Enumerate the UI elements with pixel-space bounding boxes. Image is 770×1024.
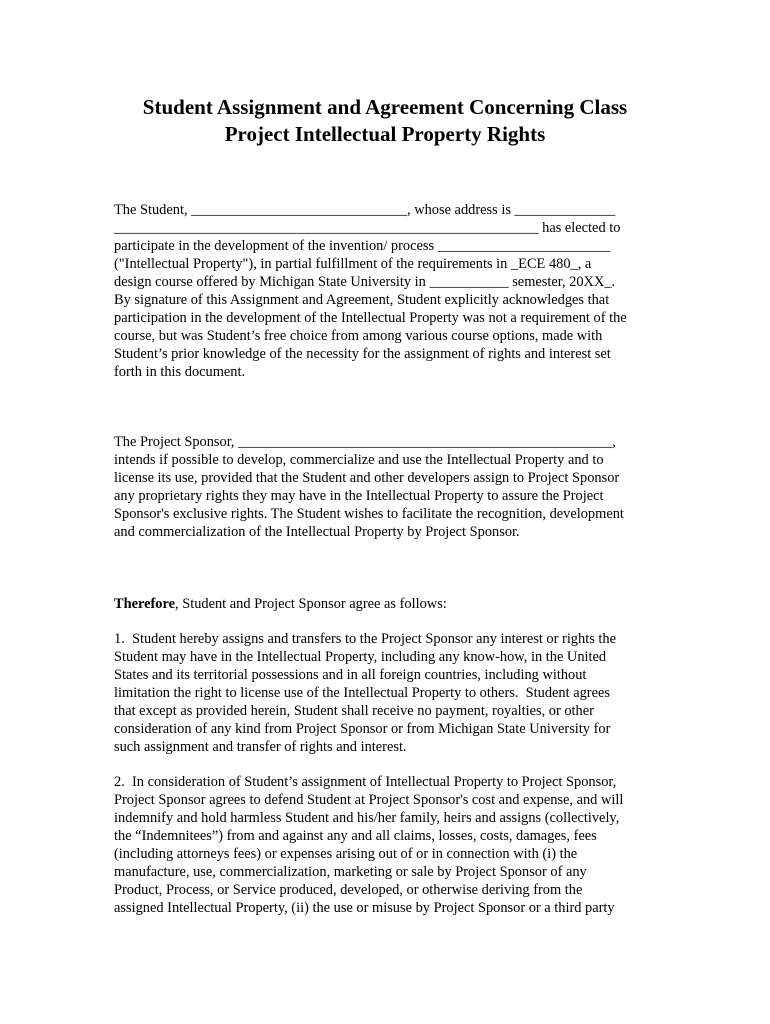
text-line: the “Indemnitees”) from and against any and all claims, losses, costs, damages, fees [114,828,597,844]
text-line: Sponsor's exclusive rights. The Student wishes to facilitate the recognition, development [114,506,624,522]
text-line: any proprietary rights they may have in the Intellectual Property to assure the Project [114,488,604,504]
text-line: By signature of this Assignment and Agreement, Student explicitly acknowledges that [114,292,610,308]
text-line: States and its territorial possessions and in all foreign countries, including without [114,667,587,683]
text-line: forth in this document. [114,364,246,380]
text-line: 2. In consideration of Student’s assignment of Intellectual Property to Project Sponsor, [114,774,617,790]
document-title-line-1: Student Assignment and Agreement Concerning Class [142,95,628,119]
text-line: participation in the development of the Intellectual Property was not a requirement of the [114,310,627,326]
text-line: The Student, ______________________________, whose address is ______________ [114,202,616,218]
paragraph-therefore [114,595,674,613]
text-line: ___________________________________________________________ has elected to [114,220,621,236]
text-line: participate in the development of the invention/ process ________________________ [114,238,611,254]
text-line: consideration of any kind from Project Sponsor or from Michigan State University for [114,721,611,737]
text-line: that except as provided herein, Student shall receive no payment, royalties, or other [114,703,594,719]
text-line: and commercialization of the Intellectual Property by Project Sponsor. [114,524,520,540]
text-line: Student’s prior knowledge of the necessity for the assignment of rights and interest set [114,346,611,362]
paragraph-project-sponsor [114,433,674,541]
text-line: license its use, provided that the Student and other developers assign to Project Sponsor [114,470,620,486]
text-line: design course offered by Michigan State University in ___________ semester, 20XX_. [114,274,616,290]
therefore-bold-text: Therefore [114,596,176,612]
text-line: Student may have in the Intellectual Property, including any know-how, in the United [114,649,607,665]
clause-1 [114,630,674,756]
text-line: intends if possible to develop, commercialize and use the Intellectual Property and to [114,452,604,468]
text-line: assigned Intellectual Property, (ii) the use or misuse by Project Sponsor or a third party [114,900,615,916]
text-line [114,595,674,613]
therefore-rest-text: , Student and Project Sponsor agree as follows: [175,596,447,612]
clause-2 [114,773,674,917]
text-line: limitation the right to license use of the Intellectual Property to others. Student agrees [114,685,610,701]
document-title-line-2: Project Intellectual Property Rights [224,122,546,146]
text-line: ("Intellectual Property"), in partial fulfillment of the requirements in _ECE 480_, a [114,256,592,272]
text-line: (including attorneys fees) or expenses arising out of or in connection with (i) the [114,846,578,862]
text-line: Product, Process, or Service produced, developed, or otherwise deriving from the [114,882,583,898]
text-line: course, but was Student’s free choice from among various course options, made with [114,328,603,344]
paragraph-student-intro [114,201,674,381]
text-line: The Project Sponsor, ____________________________________________________, [114,434,616,450]
text-line: indemnify and hold harmless Student and his/her family, heirs and assigns (collectively, [114,810,620,826]
text-line: such assignment and transfer of rights and interest. [114,739,407,755]
text-line: 1. Student hereby assigns and transfers to the Project Sponsor any interest or rights the [114,631,616,647]
text-line: Project Sponsor agrees to defend Student at Project Sponsor's cost and expense, and will [114,792,624,808]
text-line: manufacture, use, commercialization, marketing or sale by Project Sponsor of any [114,864,587,880]
